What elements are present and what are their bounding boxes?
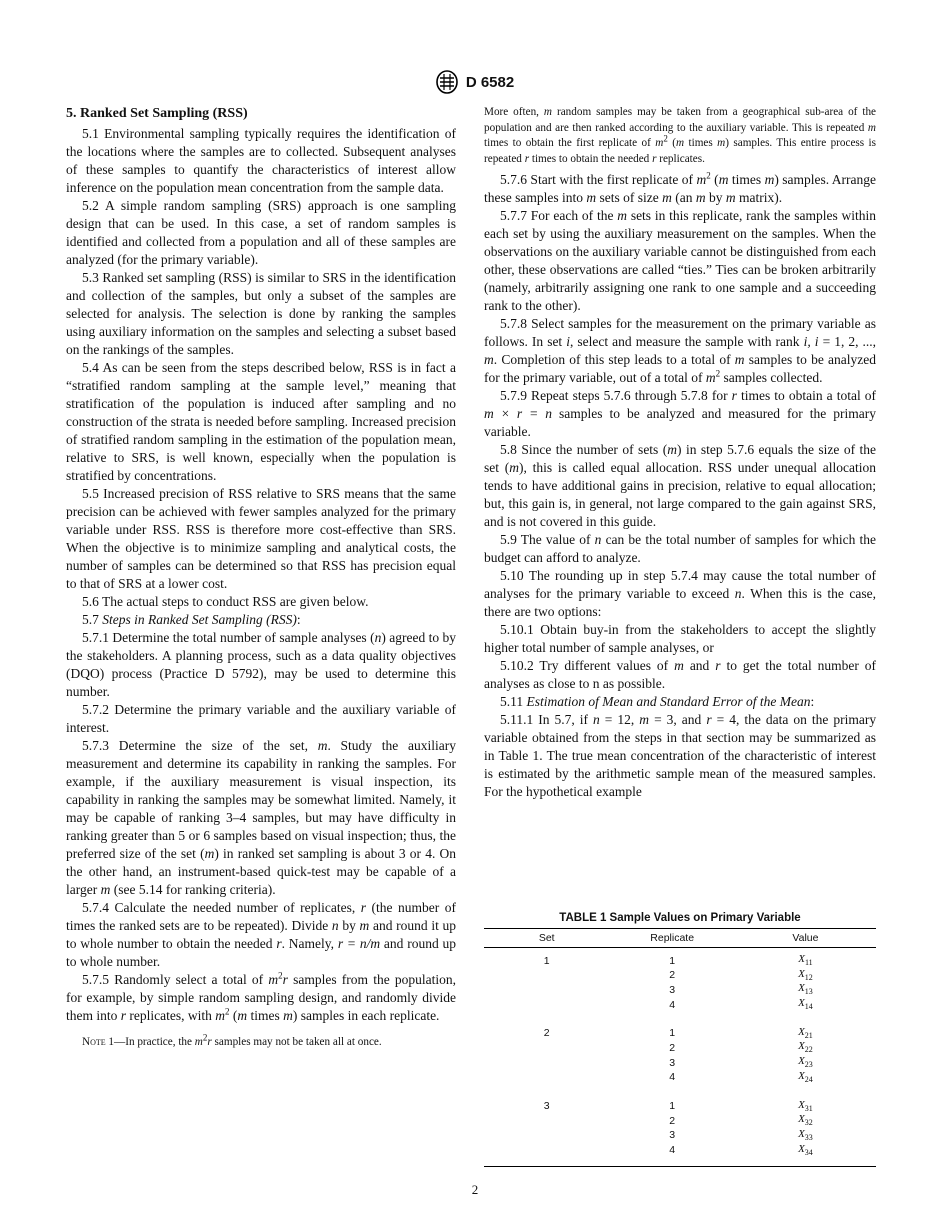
table-row [484,983,876,998]
note-1-continued: More often, m random samples may be taken from a geographical sub-area of the population and are then ranked according to the auxiliary variable. This is repeated m times to obtain the first replicate of $m^2$ (m times m) samples. This entire process is repeated r times to obtain the needed r replicates. [484,106,877,165]
cell-value: $X_{21}$ [798,1025,813,1040]
cell-replicate: 3 [669,1129,676,1142]
cell-value: $X_{33}$ [798,1127,813,1143]
table-row [484,1094,876,1115]
cell-value: $X_{23}$ [798,1055,813,1070]
cell-value: $X_{32}$ [798,1113,813,1128]
table-row [484,1071,876,1094]
cell-set [484,998,609,1021]
cell-replicate: 1 [669,954,676,967]
cell-value: $X_{11}$ [798,953,813,968]
cell-value: $X_{34}$ [798,1142,813,1157]
cell-set [484,1056,609,1071]
table-row [484,1041,876,1056]
paragraph-5-7-4: 5.7.4 Calculate the needed number of replicates, r (the number of times the ranked sets are to be repeated). Divide n by m and round it up to whole number to obtain the needed r. Namely, r = n/m and round up to whole number. [66,900,457,969]
paragraph-5-7-8: 5.7.8 Select samples for the measurement on the primary variable as follows. In set i, select and measure the sample with rank i, i = 1, 2, ..., m. Completion of this step leads to a total of m samples to be analyzed for the primary variable, out of a total of $m^2$ samples collected. [484,316,877,385]
cell-replicate: 2 [669,1042,676,1055]
paragraph-5-5: 5.5 Increased precision of RSS relative to SRS means that the same precision can be achieved with fewer samples analyzed for the primary variable under RSS. RSS is therefore more cost-effective than SRS. When the objective is to minimize sampling and analytical costs, the number of samples can be determined so that RSS has precision equal to that of SRS at a lower cost. [66,486,456,591]
table-row [484,1114,876,1129]
cell-set: 3 [543,1100,550,1113]
paragraph-5-7-5: 5.7.5 Randomly select a total of $m^2r$ samples from the population, for example, by simple random sampling design, and randomly divide them into r replicates, with $m^2$ (m times m) samples in each replicate. [66,970,457,1023]
cell-replicate: 4 [669,1071,676,1084]
table-row [484,948,876,969]
column-header-set: Set [484,929,609,948]
table-row [484,1129,876,1144]
cell-value: $X_{12}$ [798,967,813,982]
table-title: TABLE 1 Sample Values on Primary Variable [559,912,801,924]
cell-set [484,1071,609,1094]
cell-replicate: 4 [669,1144,676,1157]
paragraph-5-7-3: 5.7.3 Determine the size of the set, m. Study the auxiliary measurement and determine its capability in ranking the samples. For example, if the auxiliary measurement is visual inspection, its capability in ranking the samples may be somewhat limited. Namely, it may be capable of ranking 3–4 samples, but may have difficulty in ranking greater than 5 or 6 samples based on visual inspection; thus, the preferred size of the set (m) in ranked set sampling is about 3 or 4. On the other hand, an instrument-based quick-test may be capable of a larger m (see 5.14 for ranking criteria). [66,738,456,897]
cell-replicate: 1 [669,1027,676,1040]
cell-replicate: 4 [669,998,676,1011]
left-column [66,105,456,1051]
table-row [484,969,876,984]
cell-value: $X_{14}$ [798,997,813,1012]
cell-value: $X_{13}$ [798,982,813,997]
page-number: 2 [471,1182,479,1197]
paragraph-5-7: 5.7 Steps in Ranked Set Sampling (RSS): [82,612,301,627]
cell-replicate: 3 [669,983,676,996]
cell-replicate: 1 [669,1100,676,1113]
standard-code: D 6582 [465,73,515,91]
table-row [484,998,876,1021]
paragraph-5-10: 5.10 The rounding up in step 5.7.4 may cause the total number of analyses for the primary variable to exceed n. When this is the case, there are two options: [484,568,876,619]
column-header-value: Value [735,929,876,948]
paragraph-5-1: 5.1 Environmental sampling typically requires the identification of the locations where the samples are to collected. Subsequent analyses of these samples to quantify the characteristics of interest allow inference on the population mean concentration from the sample data. [66,126,456,195]
section-title: 5. Ranked Set Sampling (RSS) [66,106,248,121]
paragraph-5-11: 5.11 Estimation of Mean and Standard Error of the Mean: [500,694,815,709]
cell-set [484,1129,609,1144]
cell-value: $X_{22}$ [798,1040,813,1055]
cell-set [484,983,609,998]
table-row [484,1056,876,1071]
paragraph-5-7-9: 5.7.9 Repeat steps 5.7.6 through 5.7.8 for r times to obtain a total of m × r = n samples to be analyzed and measured for the primary variable. [484,388,877,439]
table-1 [484,912,876,1167]
paragraph-5-7-7: 5.7.7 For each of the m sets in this replicate, rank the samples within each set by using the auxiliary measurement on the samples. When the observations on the auxiliary variable cannot be distinguished from each other, these observations are called “ties.” Ties can be broken arbitrarily (namely, arbitrarily assigning one rank to one sample and a succeeding rank to the other). [484,208,877,313]
paragraph-5-10-2: 5.10.2 Try different values of m and r to get the total number of analyses as close to n as possible. [484,658,877,691]
cell-set [484,1144,609,1167]
cell-set: 1 [543,954,550,967]
paragraph-5-9: 5.9 The value of n can be the total number of samples for which the budget can afford to analyze. [484,532,876,565]
note-1: Note 1—In practice, the $m^2r$ samples may not be taken all at once. [82,1032,382,1048]
sample-values-table [484,928,876,1167]
cell-set: 2 [543,1027,550,1040]
column-header-replicate: Replicate [609,929,734,948]
cell-set [484,969,609,984]
cell-replicate: 2 [669,1114,676,1127]
paragraph-5-8: 5.8 Since the number of sets (m) in step 5.7.6 equals the size of the set (m), this is called equal allocation. RSS under unequal allocation tends to have additional gains in precision, relative to equal allocation; but, this gain is, in general, not large compared to the gain against SRS, and is not covered in this guide. [484,442,876,529]
right-column [484,105,876,801]
paragraph-5-4: 5.4 As can be seen from the steps described below, RSS is in fact a “stratified random sampling at the sample level,” meaning that stratification of the population is induced after sampling and no construction of the strata is needed before sampling. Increased precision of stratified random sampling in the estimation of the population mean, relative to SRS, is well known, especially when the population is stratified by concentrations. [66,360,456,483]
cell-set [484,1114,609,1129]
paragraph-5-3: 5.3 Ranked set sampling (RSS) is similar to SRS in the identification and collection of the samples, but only a subset of the samples are selected for analysis. The selection is done by ranking the samples using auxiliary information on the samples and selecting a subset based on the rankings of the samples. [66,270,456,357]
paragraph-5-10-1: 5.10.1 Obtain buy-in from the stakeholders to accept the slightly higher total number of sample analyses, or [484,622,876,655]
cell-value: $X_{24}$ [798,1069,813,1084]
table-body [484,948,876,1167]
paragraph-5-7-6: 5.7.6 Start with the first replicate of $m^2$ (m times m) samples. Arrange these samples into m sets of size m (an m by m matrix). [484,170,877,205]
paragraph-5-7-2: 5.7.2 Determine the primary variable and the auxiliary variable of interest. [66,702,456,735]
paragraph-5-6: 5.6 The actual steps to conduct RSS are given below. [82,594,369,609]
paragraph-5-7-1: 5.7.1 Determine the total number of sample analyses (n) agreed to by the stakeholders. A planning process, such as a data quality objectives (DQO) process (Practice D 5792), may be used to determine this number. [66,630,457,699]
page-header [0,70,950,94]
table-row [484,1144,876,1167]
astm-logo-icon [436,70,458,94]
cell-set [484,1041,609,1056]
cell-value: $X_{31}$ [798,1098,813,1113]
table-row [484,1021,876,1042]
cell-replicate: 3 [669,1056,676,1069]
cell-replicate: 2 [669,969,676,982]
paragraph-5-11-1: 5.11.1 In 5.7, if n = 12, m = 3, and r = 4, the data on the primary variable obtained from the steps in that section may be summarized as in Table 1. The true mean concentration of the characteristic of interest is estimated by the arithmetic sample mean of the measured samples. For the hypothetical example [484,712,877,799]
paragraph-5-2: 5.2 A simple random sampling (SRS) approach is one sampling design that can be used. In this case, a set of random samples is identified and collected from a population and all of these samples are analyzed (for the primary variable). [66,198,456,267]
